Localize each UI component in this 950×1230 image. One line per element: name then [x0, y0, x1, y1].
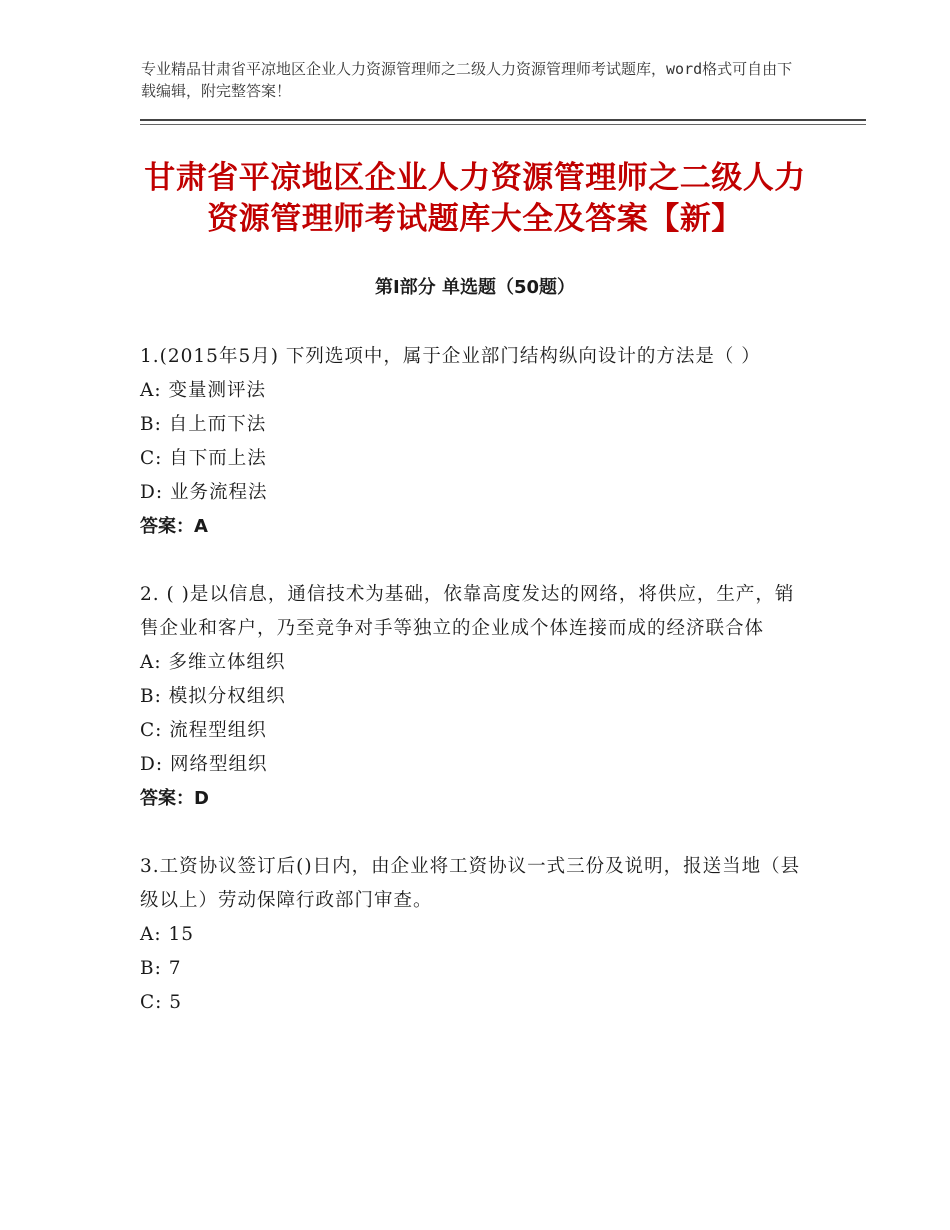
- option-c: C: 5: [140, 992, 183, 1013]
- header-rule-thin: [140, 124, 866, 125]
- question-1: [140, 340, 810, 544]
- option-d: D: 网络型组织: [140, 754, 268, 775]
- question-stem: 1.(2015年5月) 下列选项中，属于企业部门结构纵向设计的方法是（ ）: [140, 346, 761, 367]
- option-b: B: 自上而下法: [140, 414, 267, 435]
- option-d: D: 业务流程法: [140, 482, 268, 503]
- answer: 答案：D: [140, 788, 209, 809]
- question-list: [140, 340, 810, 1054]
- option-a: A: 15: [140, 924, 195, 945]
- option-c: C: 自下而上法: [140, 448, 267, 469]
- section-title: 第Ⅰ部分 单选题（50题）: [374, 277, 575, 298]
- option-b: B: 7: [140, 958, 182, 979]
- option-a: A: 多维立体组织: [140, 652, 286, 673]
- question-stem: 3.工资协议签订后()日内，由企业将工资协议一式三份及说明，报送当地（县级以上）劳动保障行政部门审查。: [140, 856, 801, 911]
- document-title: 甘肃省平凉地区企业人力资源管理师之二级人力资源管理师考试题库大全及答案【新】: [144, 160, 806, 237]
- header-note: 专业精品甘肃省平凉地区企业人力资源管理师之二级人力资源管理师考试题库，word格式可自由下载编辑，附完整答案！: [141, 60, 793, 100]
- question-3: [140, 850, 810, 1020]
- option-b: B: 模拟分权组织: [140, 686, 286, 707]
- option-c: C: 流程型组织: [140, 720, 267, 741]
- option-a: A: 变量测评法: [140, 380, 266, 401]
- header-rule-thick: [140, 119, 866, 121]
- answer: 答案：A: [140, 516, 208, 537]
- question-stem: 2. ( )是以信息，通信技术为基础，依靠高度发达的网络，将供应，生产，销售企业和客户，乃至竞争对手等独立的企业成个体连接而成的经济联合体: [140, 584, 795, 639]
- question-2: [140, 578, 810, 816]
